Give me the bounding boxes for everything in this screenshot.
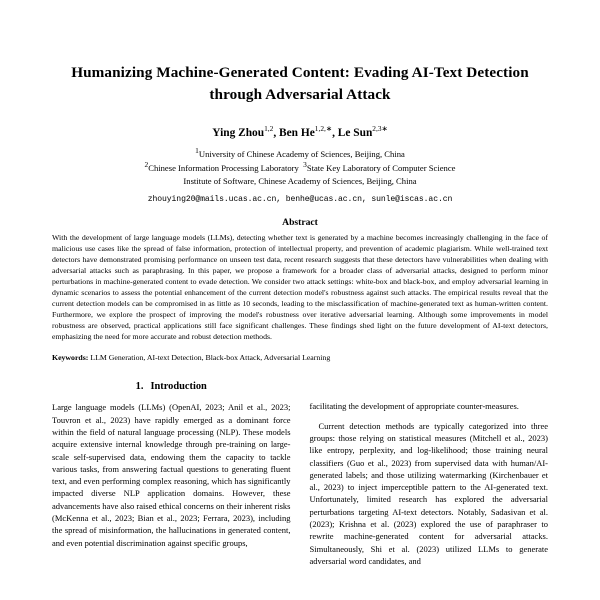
paragraph-right-2: Current detection methods are typically categorized into three groups: those relying on statistical measures (Mitchell et al., 2023) like entropy, perplexity, and log-likelihood; those training neural classifiers (Guo et al., 2023) from supervised data with human/AI-generated labels; and those utilizing watermarking (Kirchenbauer et al., 2023) to inject imperceptible pattern to the AI-generated text. Unfortunately, limited research has explored the adversarial perturbations targeting AI-text detectors. Notably, Sadasivan et al. (2023); Krishna et al. (2023) explored the use of paraphraser to rewrite machine-generated content for adversarial attacks. Simultaneously, Shi et al. (2023) utilized LLMs to generate adversarial word candidates, and xyxy=(309,420,548,567)
body-columns xyxy=(52,381,548,574)
author-3-affiliation-marker: 2,3∗ xyxy=(372,124,388,134)
author-2-affiliation-marker: 1,2,∗ xyxy=(314,124,333,134)
affiliation-block xyxy=(52,146,548,188)
author-3: Le Sun$^{2,3∗}$ xyxy=(337,124,388,139)
author-list: Ying Zhou$^{1,2}$, Ben $He^{1,2,∗}$, Le Sun$^{2,3∗}$ xyxy=(212,124,388,139)
abstract-text: With the development of large language models (LLMs), detecting whether text is generated by a machine becomes increasingly challenging in the face of malicious use cases like the spread of false information, protection of intellectual property, and prevention of academic plagiarism. While well-trained text detectors have demonstrated promising performance on unseen test data, recent research suggests that these detectors have vulnerabilities when dealing with adversarial attacks such as paraphrasing. In this paper, we propose a framework for a broader class of adversarial attacks, designed to perform minor perturbations in machine-generated content to evade detection. We consider two attack settings: white-box and black-box, and employ adversarial learning in dynamic scenarios to assess the potential enhancement of the current detection model's robustness against such attacks. The empirical results reveal that the current detection models can be compromised in as little as 10 seconds, leading to the misclassification of machine-generated text as human-written content. Furthermore, we explore the prospect of improving the model's robustness over iterative adversarial learning. Although some improvements in model robustness are observed, practical applications still face significant challenges. These findings shed light on the future development of AI-text detectors, emphasizing the need for more accurate and robust detection methods. xyxy=(52,232,548,342)
section-number: 1. xyxy=(135,381,144,393)
paper-title: Humanizing Machine-Generated Content: Evading AI-Text Detection through Adversarial Attack xyxy=(71,64,529,104)
affiliation-line-2: $^2$Chinese Information Processing Laboratory $^3$State Key Laboratory of Computer Science xyxy=(144,160,456,174)
author-2: Ben $He^{1,2,∗}$ xyxy=(279,124,333,139)
author-emails: zhouying20@mails.ucas.ac.cn, benhe@ucas.ac.cn, sunle@iscas.ac.cn xyxy=(147,194,453,204)
affiliation-line-3: Institute of Software, Chinese Academy of Sciences, Beijing, China xyxy=(183,176,417,187)
keywords-line xyxy=(52,353,548,364)
column-right-spacer xyxy=(310,381,549,400)
paragraph-right-1: facilitating the development of appropriate counter-measures. xyxy=(309,401,519,412)
affiliation-marker-2: 2 xyxy=(144,160,149,170)
column-right xyxy=(310,381,549,574)
author-1-affiliation-marker: 1,2 xyxy=(264,124,274,134)
affiliation-marker-1: 1 xyxy=(195,145,199,155)
author-1: Ying Zhou$^{1,2}$ xyxy=(212,124,274,139)
section-title: Introduction xyxy=(150,381,207,393)
affiliation-marker-3: 3 xyxy=(303,160,307,170)
keywords-value: LLM Generation, AI-text Detection, Black-box Attack, Adversarial Learning xyxy=(88,353,331,363)
keywords-label: Keywords: xyxy=(52,353,89,363)
section-heading-introduction xyxy=(52,381,291,392)
abstract-heading: Abstract xyxy=(282,216,318,228)
column-left xyxy=(52,381,291,574)
paragraph-intro-1: Large language models (LLMs) (OpenAI, 2023; Anil et al., 2023; Touvron et al., 2023) have rapidly emerged as a dominant force within the field of natural language processing (NLP). These models acquire extensive internal knowledge through pre-training on large-scale self-supervised data, endowing them the capacity to tackle various tasks, from answering factual questions to generating fluent text, and even performing complex reasoning, which has significantly impacted diverse NLP application domains. However, these advancements have also raised ethical concerns on their inherent risks (McKenna et al., 2023; Bian et al., 2023; Ferrara, 2023), including the spread of misinformation, the hallucinations in generated content, and even potential discrimination against specific groups, xyxy=(52,402,291,548)
affiliation-line-1: $^1$University of Chinese Academy of Sciences, Beijing, China xyxy=(195,145,405,159)
